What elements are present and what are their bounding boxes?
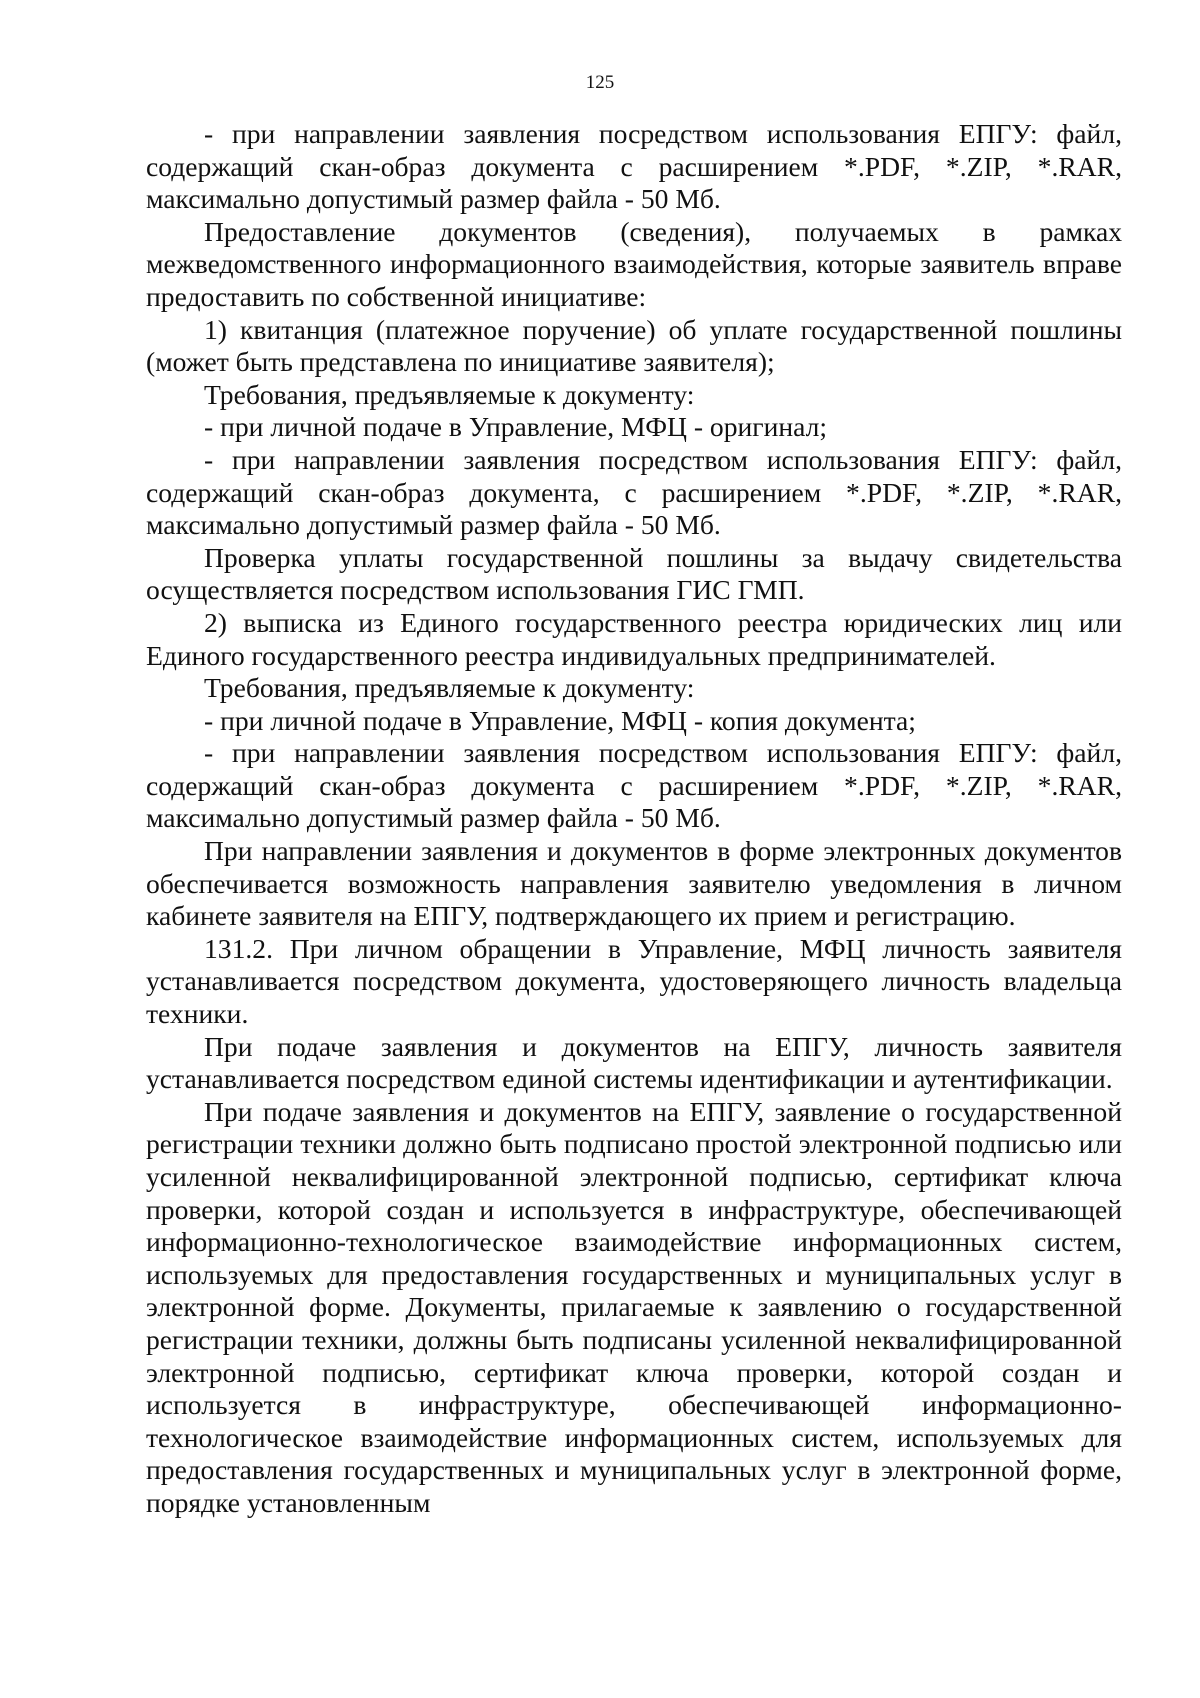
page-number: 125 (585, 72, 615, 93)
paragraph: Требования, предъявляемые к документу: (204, 672, 695, 704)
document-body (146, 118, 1122, 1520)
paragraph: Проверка уплаты государственной пошлины за выдачу свидетельства осуществляется посредством использования ГИС ГМП. (146, 541, 1122, 606)
paragraph: - при направлении заявления посредством использования ЕПГУ: файл, содержащий скан-образ документа с расширением *.PDF, *.ZIP, *.RAR, максимально допустимый размер файла - 50 Мб. (146, 118, 1122, 215)
paragraph: При направлении заявления и документов в форме электронных документов обеспечивается возможность направления заявителю уведомления в личном кабинете заявителя на ЕПГУ, подтверждающего их прием и регистрацию. (146, 835, 1122, 932)
paragraph: При подаче заявления и документов на ЕПГУ, заявление о государственной регистрации техники должно быть подписано простой электронной подписью или усиленной неквалифицированной электронной подписью, сертификат ключа проверки, которой создан и используется в инфраструктуре, обеспечивающей информационно-технологическое взаимодействие информационных систем, используемых для предоставления государственных и муниципальных услуг в электронной форме. Документы, прилагаемые к заявлению о государственной регистрации техники, должны быть подписаны усиленной неквалифицированной электронной подписью, сертификат ключа проверки, которой создан и используется в инфраструктуре, обеспечивающей информационно-технологическое взаимодействие информационных систем, используемых для предоставления государственных и муниципальных услуг в электронной форме, порядке установленным (146, 1095, 1122, 1518)
paragraph: - при личной подаче в Управление, МФЦ - копия документа; (204, 704, 916, 736)
paragraph: При подаче заявления и документов на ЕПГУ, личность заявителя устанавливается посредством единой системы идентификации и аутентификации. (146, 1030, 1122, 1095)
paragraph: - при направлении заявления посредством использования ЕПГУ: файл, содержащий скан-образ документа, с расширением *.PDF, *.ZIP, *.RAR, максимально допустимый размер файла - 50 Мб. (146, 443, 1122, 541)
paragraph: Требования, предъявляемые к документу: (204, 378, 695, 410)
paragraph: 1) квитанция (платежное поручение) об уплате государственной пошлины (может быть представлена по инициативе заявителя); (146, 313, 1122, 378)
paragraph: - при направлении заявления посредством использования ЕПГУ: файл, содержащий скан-образ документа с расширением *.PDF, *.ZIP, *.RAR, максимально допустимый размер файла - 50 Мб. (146, 737, 1122, 834)
paragraph: 2) выписка из Единого государственного реестра юридических лиц или Единого государственного реестра индивидуальных предпринимателей. (146, 606, 1122, 671)
paragraph: Предоставление документов (сведения), получаемых в рамках межведомственного информационного взаимодействия, которые заявитель вправе предоставить по собственной инициативе: (146, 215, 1122, 312)
paragraph: 131.2. При личном обращении в Управление, МФЦ личность заявителя устанавливается посредством документа, удостоверяющего личность владельца техники. (146, 932, 1122, 1030)
paragraph: - при личной подаче в Управление, МФЦ - оригинал; (204, 411, 828, 443)
